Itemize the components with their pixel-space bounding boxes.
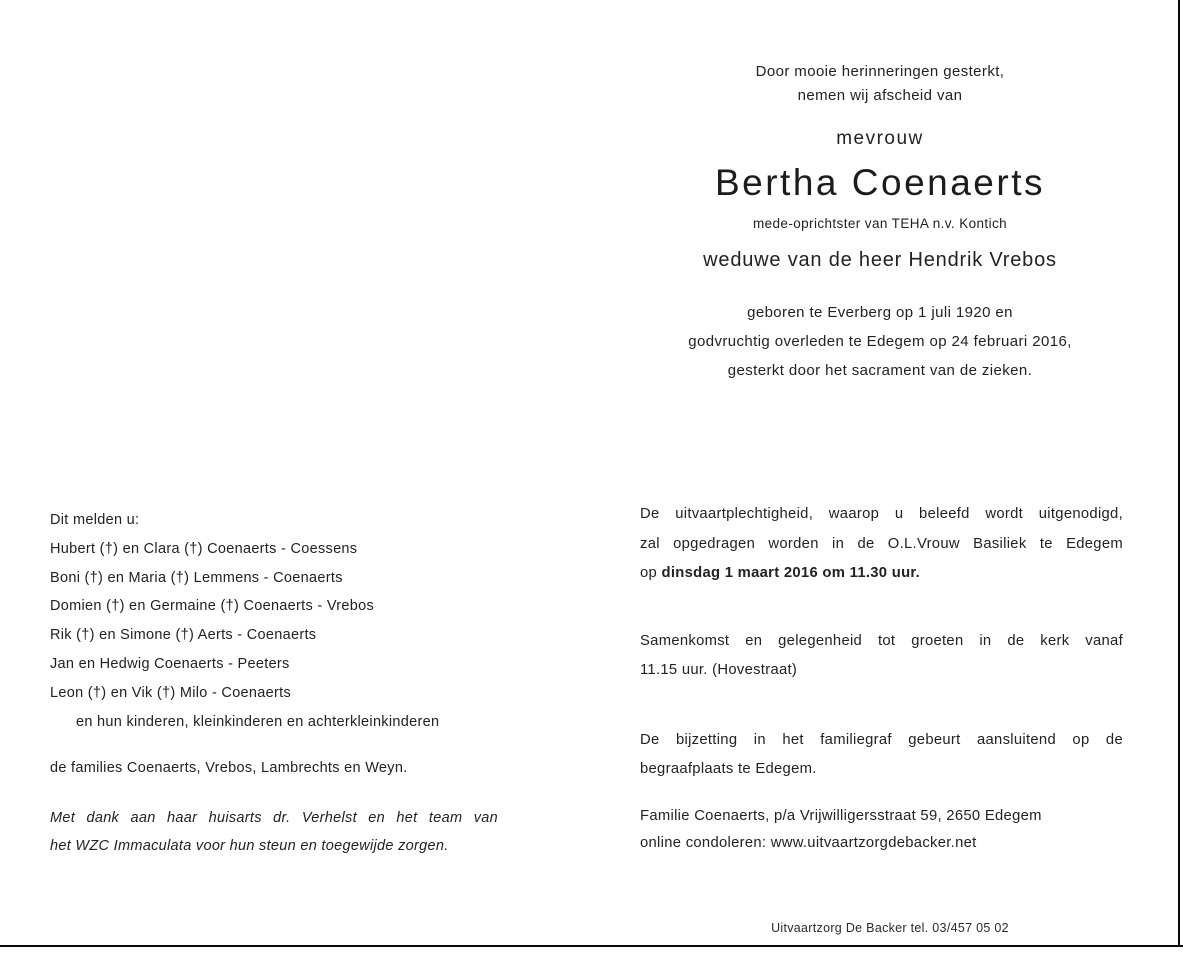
family-line: Rik (†) en Simone (†) Aerts - Coenaerts [50,627,317,644]
family-line: Domien (†) en Germaine (†) Coenaerts - Vrebos [50,598,375,615]
life-dates-block [590,298,1170,385]
thanks-line-2: het WZC Immaculata voor hun steun en toegewijde zorgen. [50,837,449,854]
announcement-header [590,60,1170,385]
interment-line-2: begraafplaats te Edegem. [640,761,817,777]
ceremony-date-prefix: op [640,565,662,581]
widow-line: weduwe van de heer Hendrik Vrebos [703,249,1057,271]
thanks-line-1: Met dank aan haar huisarts dr. Verhelst en het team van [50,810,498,827]
interment-paragraph [640,726,1123,785]
service-details-column [640,500,1123,858]
ceremony-paragraph [640,500,1123,589]
children-line: en hun kinderen, kleinkinderen en achterkleinkinderen [76,713,440,730]
announce-label: Dit melden u: [50,512,140,528]
condolence-line: online condoleren: www.uitvaartzorgdebacker.net [640,835,977,851]
ceremony-date-bold: dinsdag 1 maart 2016 om 11.30 uur. [661,565,921,581]
salutation: mevrouw [836,128,924,149]
birth-line: geboren te Everberg op 1 juli 1920 en [747,304,1013,321]
thanks-paragraph [50,805,498,860]
gathering-line-1: Samenkomst en gelegenheid tot groeten in de kerk vanaf [640,632,1123,649]
intro-line-2: nemen wij afscheid van [797,87,963,104]
gathering-line-2: 11.15 uur. (Hovestraat) [640,662,798,678]
family-line: Hubert (†) en Clara (†) Coenaerts - Coessens [50,540,358,557]
funeral-home-footer: Uitvaartzorg De Backer tel. 03/457 05 02 [771,921,1009,935]
family-line: Leon (†) en Vik (†) Milo - Coenaerts [50,684,292,701]
ceremony-line-2: zal opgedragen worden in de O.L.Vrouw Basiliek te Edegem [640,535,1123,552]
ceremony-line-3 [640,559,1123,589]
intro-line-1: Door mooie herinneringen gesterkt, [755,63,1005,80]
family-address-line: Familie Coenaerts, p/a Vrijwilligersstraat 59, 2650 Edegem [640,807,1042,824]
gathering-paragraph [640,627,1123,686]
family-announcement-column [50,506,498,860]
deceased-subtitle: mede-oprichtster van TEHA n.v. Kontich [752,216,1008,231]
interment-line-1: De bijzetting in het familiegraf gebeurt aansluitend op de [640,731,1123,748]
ceremony-line-1: De uitvaartplechtigheid, waarop u beleefd wordt uitgenodigd, [640,506,1123,522]
death-line: godvruchtig overleden te Edegem op 24 februari 2016, [688,333,1072,350]
families-line: de families Coenaerts, Vrebos, Lambrechts en Weyn. [50,760,408,777]
family-line: Jan en Hedwig Coenaerts - Peeters [50,655,290,672]
scan-edge-right [1178,0,1180,947]
sacrament-line: gesterkt door het sacrament van de zieken. [727,362,1033,379]
scan-edge-bottom [0,945,1183,947]
deceased-name: Bertha Coenaerts [714,162,1045,203]
family-line: Boni (†) en Maria (†) Lemmens - Coenaerts [50,569,343,586]
address-paragraph [640,803,1123,858]
